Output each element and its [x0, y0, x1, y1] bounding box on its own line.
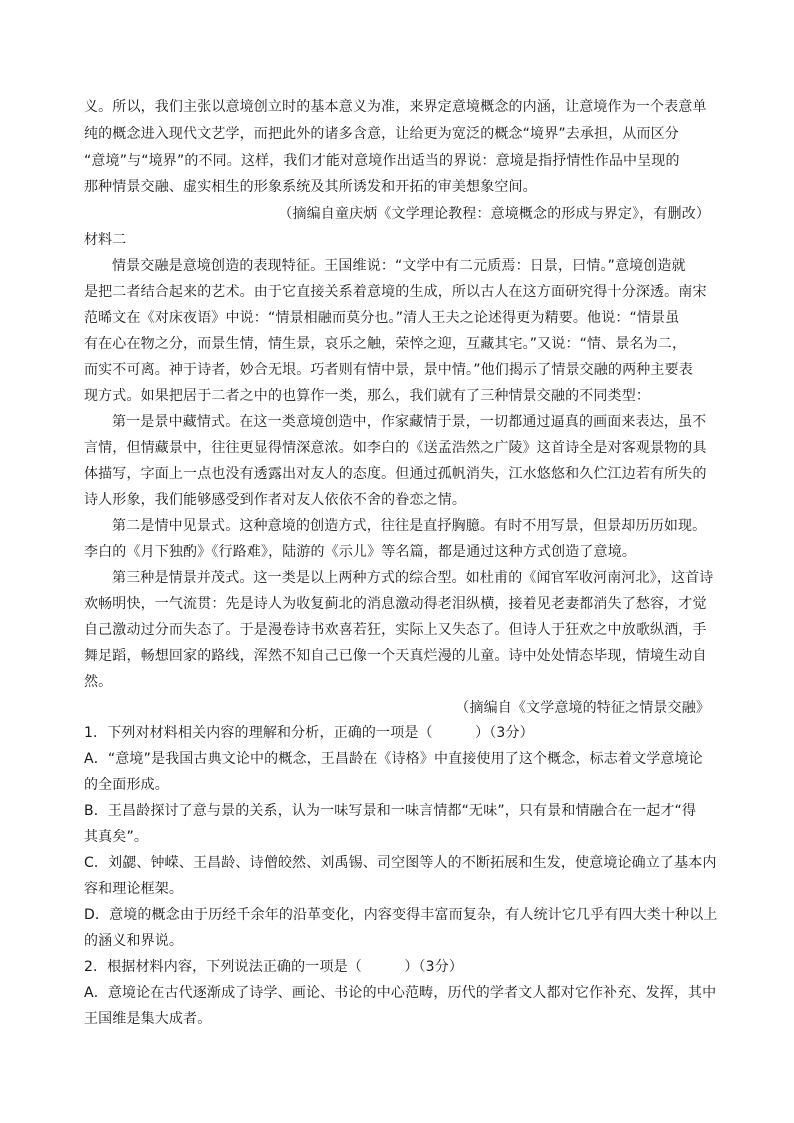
source-citation: （摘编自《文学意境的特征之情景交融》 — [455, 700, 710, 716]
option-a-cont: 王国维是集大成者。 — [84, 1011, 212, 1027]
body-text-line: 情景交融是意境创造的表现特征。王国维说：“文学中有二元质焉：日景，曰情。”意境创造就 — [112, 258, 686, 274]
body-text-line: 然。 — [84, 674, 113, 690]
option-c-cont: 容和理论框架。 — [84, 881, 184, 897]
body-text-line: 体描写，字面上一点也没有透露出对友人的态度。但通过孤帆消失，江水悠悠和久伫江边若有所失的 — [84, 466, 707, 482]
body-text-line: 第二是情中见景式。这种意境的创造方式，往往是直抒胸臆。有时不用写景，但景却历历如现。 — [112, 518, 707, 534]
body-text-line: 而实不可离。神于诗者，妙合无垠。巧者则有情中景，景中情。”他们揭示了情景交融的两种主要表 — [84, 362, 693, 378]
body-text-line: 义。所以，我们主张以意境创立时的基本意义为准，来界定意境概念的内涵，让意境作为一个表意单 — [84, 99, 707, 115]
option-b: B．王昌龄探讨了意与景的关系，认为一味写景和一味言情都“无味”，只有景和情融合在一起才“得 — [84, 803, 697, 819]
body-text-line: 纯的概念进入现代文艺学，而把此外的诸多含意，让给更为宽泛的概念“境界”去承担，从而区分 — [84, 126, 679, 142]
body-text-line: 自己激动过分而失态了。于是漫卷诗书欢喜若狂，实际上又失态了。但诗人于狂欢之中放歌纵酒，手 — [84, 622, 707, 638]
body-text-line: 李白的《月下独酌》《行路难》，陆游的《示儿》等名篇，都是通过这种方式创造了意境。 — [84, 544, 636, 560]
question-stem: 2．根据材料内容，下列说法正确的一项是（ ）（3分） — [84, 959, 464, 975]
body-text-line: 第三种是情景并茂式。这一类是以上两种方式的综合型。如杜甫的《闻官军收河南河北》，这首诗 — [112, 570, 714, 586]
body-text-line: “意境”与“境界”的不同。这样，我们才能对意境作出适当的界说：意境是指抒情性作品中呈现的 — [84, 153, 680, 169]
body-text-line: 诗人形象，我们能够感受到作者对友人依依不舍的眷恋之情。 — [84, 492, 467, 508]
body-text-line: 欢畅明快，一气流贯：先是诗人为收复蓟北的消息激动得老泪纵横，接着见老妻都消失了愁容，才觉 — [84, 596, 707, 612]
body-text-line: 有在心在物之分，而景生情，情生景，哀乐之触，荣悴之迎，互藏其宅。”又说：“情、景名为二， — [84, 336, 687, 352]
body-text-line: 范晞文在《对床夜语》中说：“情景相融而莫分也。”清人王夫之论述得更为精要。他说：“情景虽 — [84, 310, 680, 326]
section-title: 材料二 — [84, 232, 127, 248]
question-stem: 1．下列对材料相关内容的理解和分析，正确的一项是（ ）（3分） — [84, 725, 534, 741]
option-b-cont: 其真矣”。 — [84, 829, 149, 845]
option-d-cont: 的涵义和界说。 — [84, 933, 184, 949]
body-text-line: 言情，但情藏景中，往往更显得情深意浓。如李白的《送孟浩然之广陵》这首诗全是对客观景物的具 — [84, 440, 707, 456]
option-a: A．“意境”是我国古典文论中的概念，王昌龄在《诗格》中直接使用了这个概念，标志着文学意境论 — [84, 751, 703, 767]
option-d: D．意境的概念由于历经千余年的沿革变化，内容变得丰富而复杂，有人统计它几乎有四大类十种以上 — [84, 907, 718, 923]
body-text-line: 现方式。如果把居于二者之中的也算作一类，那么，我们就有了三种情景交融的不同类型： — [84, 388, 650, 404]
source-citation: （摘编自童庆炳《文学理论教程：意境概念的形成与界定》，有删改） — [278, 206, 710, 222]
body-text-line: 舞足蹈，畅想回家的路线，浑然不知自己已像一个天真烂漫的儿童。诗中处处情态毕现，情境生动自 — [84, 648, 707, 664]
option-a: A．意境论在古代逐渐成了诗学、画论、书论的中心范畴，历代的学者文人都对它作补充、发挥，其中 — [84, 985, 717, 1001]
option-c: C．刘勰、钟嵘、王昌龄、诗僧皎然、刘禹锡、司空图等人的不断拓展和生发，使意境论确立了基本内 — [84, 855, 717, 871]
body-text-line: 那种情景交融、虚实相生的形象系统及其所诱发和开拓的审美想象空间。 — [84, 179, 537, 195]
body-text-line: 是把二者结合起来的艺术。由于它直接关系着意境的生成，所以古人在这方面研究得十分深透。南宋 — [84, 284, 707, 300]
option-a-cont: 的全面形成。 — [84, 777, 169, 793]
body-text-line: 第一是景中藏情式。在这一类意境创造中，作家藏情于景，一切都通过逼真的画面来表达，虽不 — [112, 414, 707, 430]
